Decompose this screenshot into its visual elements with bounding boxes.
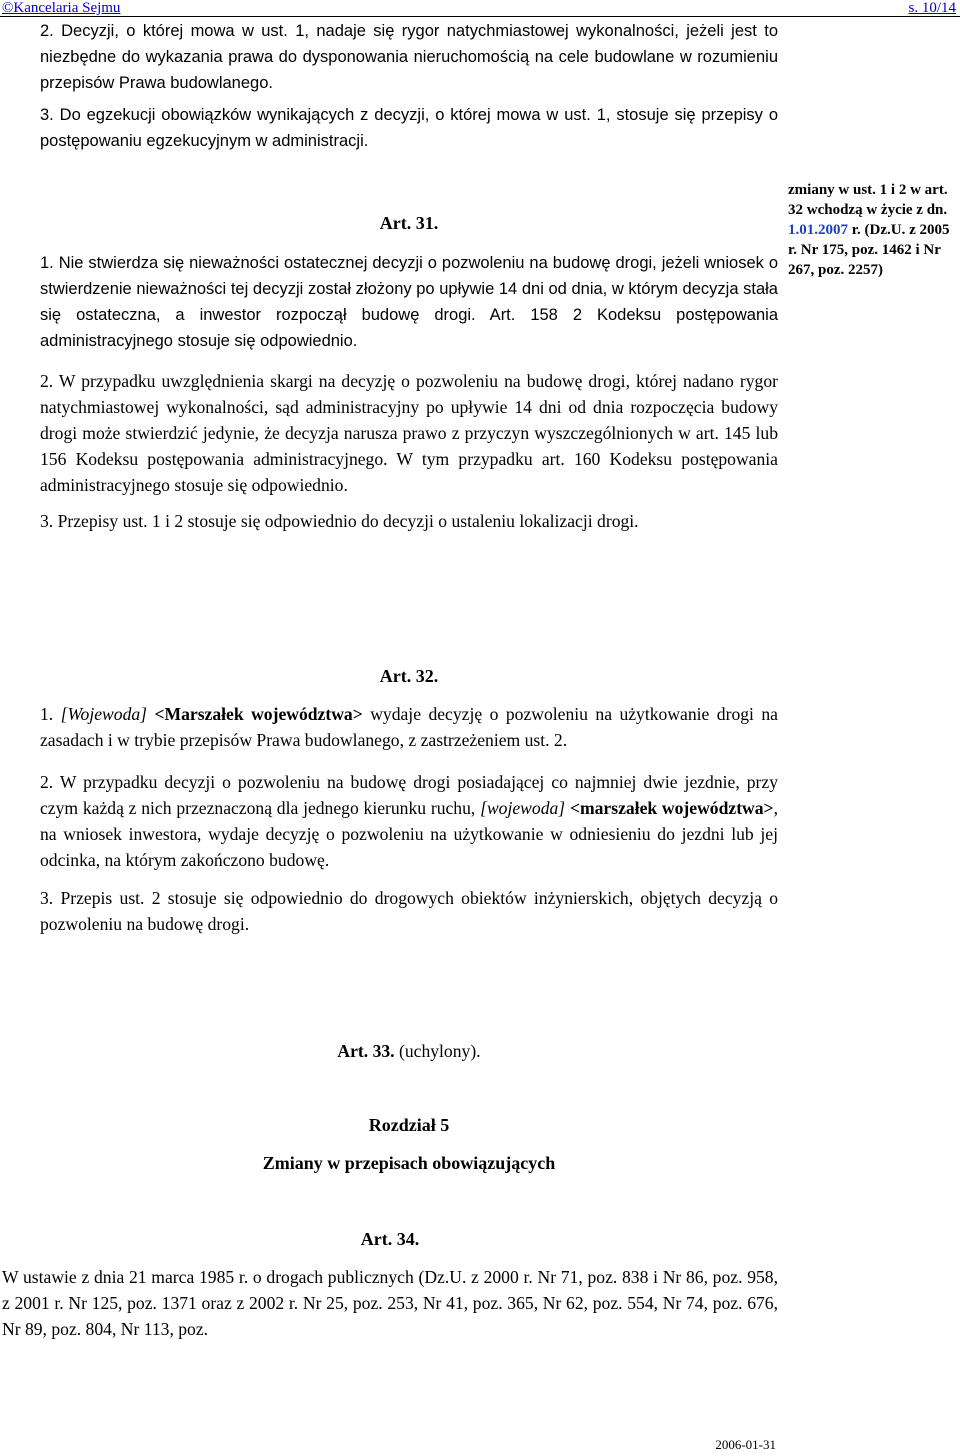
art33-section: [40, 1038, 778, 1064]
chapter-title: Zmiany w przepisach obowiązujących: [262, 1153, 556, 1173]
header-divider: [0, 16, 960, 17]
chapter-5-heading: [40, 1112, 778, 1176]
art33-note: (uchylony).: [398, 1041, 481, 1061]
art31-section: [40, 210, 778, 534]
amendment-sidenote: [788, 180, 958, 280]
art32-paragraph-3: 3. Przepis ust. 2 stosuje się odpowiednio do drogowych obiektów inżynierskich, objętych decyzją o pozwoleniu na budowę drogi.: [40, 888, 778, 934]
art32-p2-rest: , na wniosek inwestora, wydaje decyzję o pozwoleniu na użytkowanie w odniesieniu do jezdni lub jej odcinka, na którym zakończono budowę.: [40, 798, 778, 870]
art32-paragraph-1: [40, 701, 778, 753]
header-page-number[interactable]: s. 10/14: [908, 0, 956, 16]
art34-paragraph: W ustawie z dnia 21 marca 1985 r. o drogach publicznych (Dz.U. z 2000 r. Nr 71, poz. 838 i Nr 86, poz. 958, z 2001 r. Nr 125, poz. 1371 oraz z 2002 r. Nr 25, poz. 253, Nr 41, poz. 365, Nr 62, poz. 554, Nr 74, poz. 676, Nr 89, poz. 804, Nr 113, poz.: [2, 1267, 778, 1339]
art32-p1-number: 1.: [40, 704, 54, 724]
sidenote-text-1: zmiany w ust. 1 i 2 w art. 32 wchodzą w życie z dn.: [788, 182, 948, 218]
art32-paragraph-2: [40, 769, 778, 873]
art31-paragraph-3: 3. Przepisy ust. 1 i 2 stosuje się odpowiednio do decyzji o ustaleniu lokalizacji drogi.: [40, 511, 639, 531]
art34-title: Art. 34.: [360, 1229, 420, 1249]
page-header: [0, 0, 960, 16]
art31-paragraph-2: 2. W przypadku uwzględnienia skargi na decyzję o pozwoleniu na budowę drogi, której nadano rygor natychmiastowej wykonalności, sąd administracyjny po upływie 14 dni od dnia rozpoczęcia budowy drogi może stwierdzić jedynie, że decyzja narusza prawo z przyczyn wyszczególnionych w art. 145 lub 156 Kodeksu postępowania administracyjnego. W tym przypadku art. 160 Kodeksu postępowania administracyjnego stosuje się odpowiednio.: [40, 371, 778, 495]
header-source-link[interactable]: ©Kancelaria Sejmu: [2, 0, 121, 16]
art30-paragraph-3: 3. Do egzekucji obowiązków wynikających z decyzji, o której mowa w ust. 1, stosuje się przepisy o postępowaniu egzekucyjnym w administracji.: [40, 106, 778, 150]
art32-p2-old-wording: [wojewoda]: [480, 798, 566, 818]
art32-p2-start: 2. W przypadku decyzji o pozwoleniu na budowę drogi posiadającej co najmniej dwie jezdnie, przy czym każdą z nich przeznaczoną dla jednego kierunku ruchu,: [40, 772, 778, 818]
art32-title: Art. 32.: [379, 666, 439, 686]
sidenote-text-2: r. (Dz.U. z 2005 r. Nr 175, poz. 1462 i Nr 267, poz. 2257): [788, 222, 950, 278]
footer-date: 2006-01-31: [715, 1437, 776, 1452]
art30-paragraph-2: 2. Decyzji, o której mowa w ust. 1, nadaje się rygor natychmiastowej wykonalności, jeżeli jest to niezbędne do wykazania prawa do dysponowania nieruchomością na cele budowlane w rozumieniu przepisów Prawa budowlanego.: [40, 22, 778, 92]
chapter-number: Rozdział 5: [368, 1115, 450, 1135]
art33-line: [40, 1038, 778, 1064]
art34-section: [2, 1226, 778, 1342]
art33-title: Art. 33.: [337, 1041, 395, 1061]
art31-title: Art. 31.: [379, 213, 439, 233]
art32-section: [40, 663, 778, 937]
art32-p1-old-wording: [Wojewoda]: [60, 704, 148, 724]
sidenote-date: 1.01.2007: [788, 222, 848, 238]
art31-paragraph-1: 1. Nie stwierdza się nieważności ostatecznej decyzji o pozwoleniu na budowę drogi, jeżeli wniosek o stwierdzenie nieważności tej decyzji został złożony po upływie 14 dni od dnia, w którym decyzja stała się ostateczna, a inwestor rozpoczął budowę drogi. Art. 158 2 Kodeksu postępowania administracyjnego stosuje się odpowiednio.: [40, 254, 778, 350]
art32-p1-new-wording: <Marszałek województwa>: [154, 704, 363, 724]
art32-p1-rest: wydaje decyzję o pozwoleniu na użytkowanie drogi na zasadach i w trybie przepisów Prawa budowlanego, z zastrzeżeniem ust. 2.: [40, 704, 778, 750]
art30-continuation: [40, 18, 778, 154]
art32-p2-new-wording: <marszałek województwa>: [569, 798, 774, 818]
